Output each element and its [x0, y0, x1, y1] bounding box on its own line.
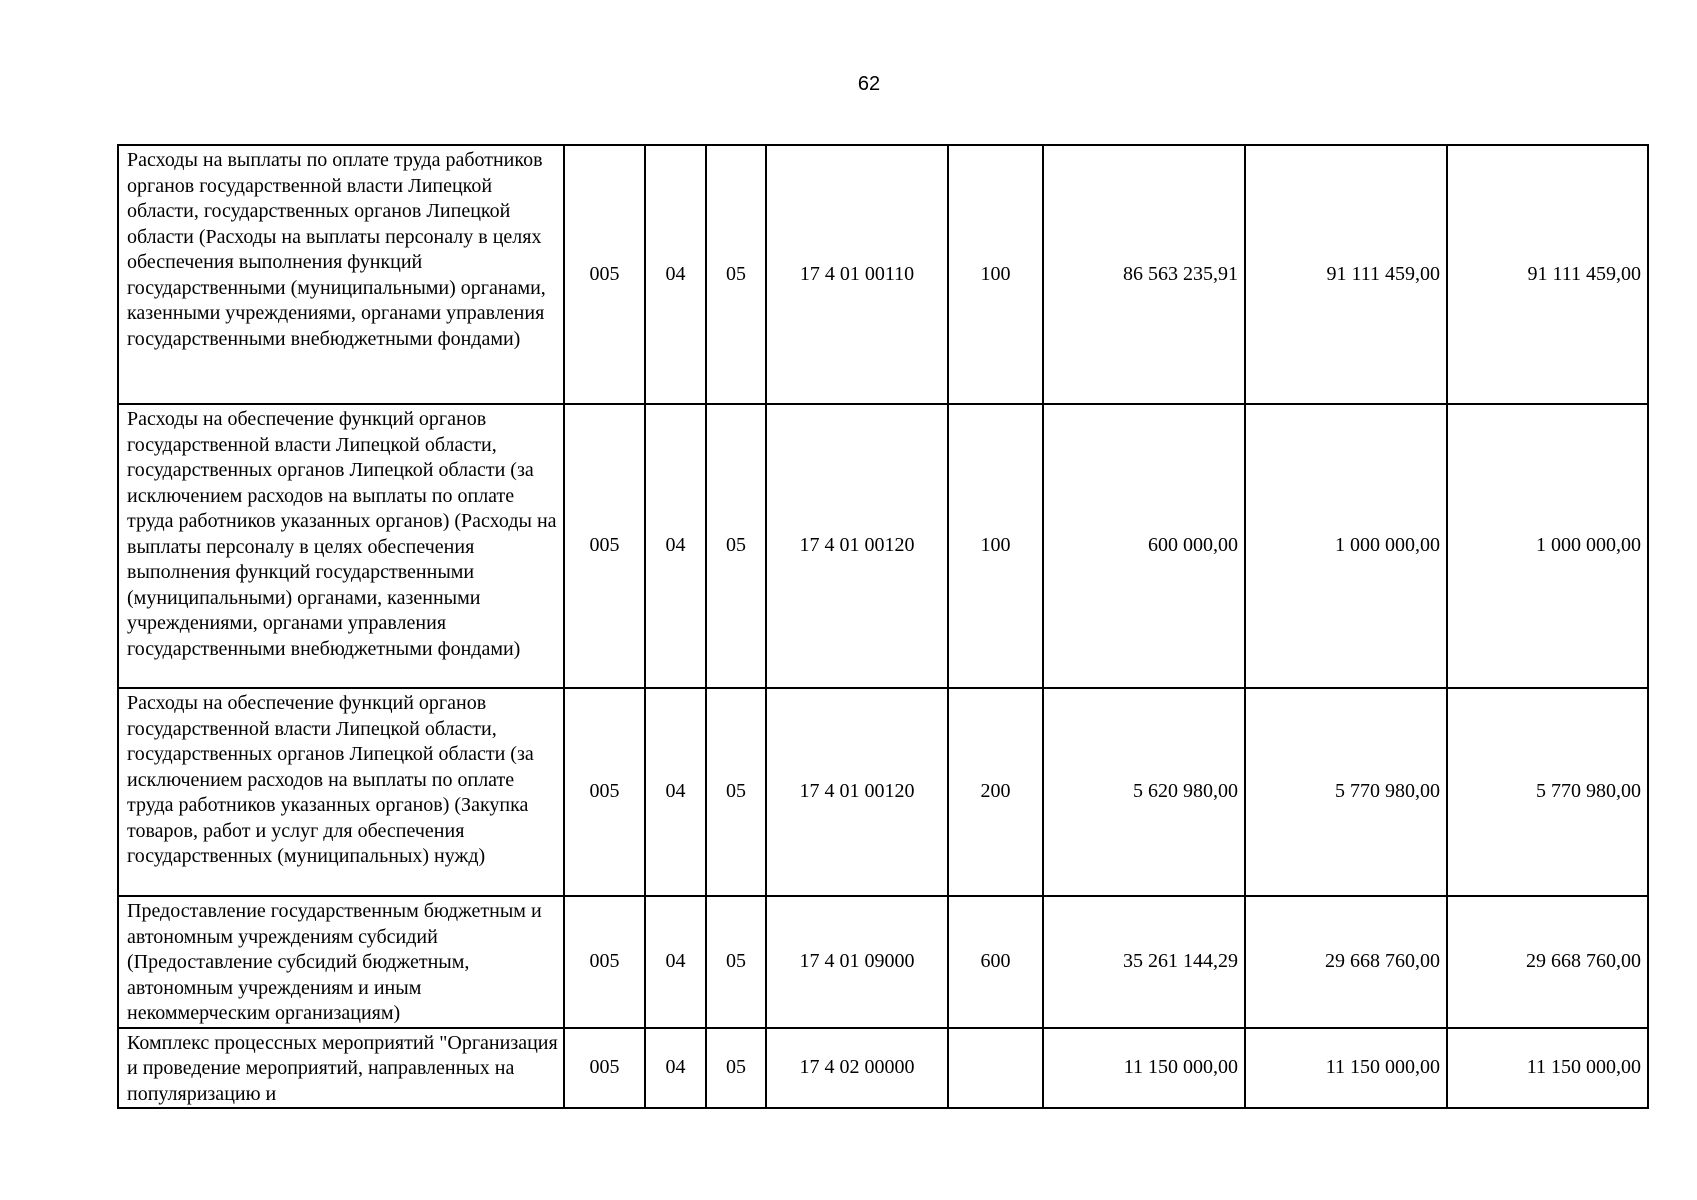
subsection-code: 05 [706, 688, 766, 896]
expense-type-code [948, 1028, 1043, 1109]
table-row [118, 404, 1648, 688]
subsection-code: 05 [706, 896, 766, 1028]
expense-description: Комплекс процессных мероприятий "Организация и проведение мероприятий, направленных на популяризацию и [118, 1028, 564, 1109]
expense-type-code: 600 [948, 896, 1043, 1028]
target-article-code: 17 4 01 00120 [766, 688, 948, 896]
amount-year-1: 5 620 980,00 [1043, 688, 1245, 896]
target-article-code: 17 4 01 00120 [766, 404, 948, 688]
section-code: 04 [645, 404, 706, 688]
table-row [118, 688, 1648, 896]
expense-description: Расходы на обеспечение функций органов государственной власти Липецкой области, государственных органов Липецкой области (за исключением расходов на выплаты по оплате труда работников указанных органов) (Закупка товаров, работ и услуг для обеспечения государственных (муниципальных) нужд) [118, 688, 564, 896]
amount-year-2: 1 000 000,00 [1245, 404, 1447, 688]
expense-type-code: 100 [948, 145, 1043, 404]
amount-year-3: 5 770 980,00 [1447, 688, 1648, 896]
expense-type-code: 100 [948, 404, 1043, 688]
amount-year-3: 29 668 760,00 [1447, 896, 1648, 1028]
ministry-code: 005 [564, 688, 645, 896]
amount-year-2: 5 770 980,00 [1245, 688, 1447, 896]
section-code: 04 [645, 1028, 706, 1109]
amount-year-2: 29 668 760,00 [1245, 896, 1447, 1028]
table-row [118, 896, 1648, 1028]
amount-year-3: 91 111 459,00 [1447, 145, 1648, 404]
subsection-code: 05 [706, 1028, 766, 1109]
amount-year-1: 600 000,00 [1043, 404, 1245, 688]
amount-year-1: 35 261 144,29 [1043, 896, 1245, 1028]
target-article-code: 17 4 01 00110 [766, 145, 948, 404]
target-article-code: 17 4 01 09000 [766, 896, 948, 1028]
table-row [118, 1028, 1648, 1109]
expense-description: Расходы на обеспечение функций органов государственной власти Липецкой области, государственных органов Липецкой области (за исключением расходов на выплаты по оплате труда работников указанных органов) (Расходы на выплаты персоналу в целях обеспечения выполнения функций государственными (муниципальными) органами, казенными учреждениями, органами управления государственными внебюджетными фондами) [118, 404, 564, 688]
section-code: 04 [645, 896, 706, 1028]
expense-description: Расходы на выплаты по оплате труда работников органов государственной власти Липецкой области, государственных органов Липецкой области (Расходы на выплаты персоналу в целях обеспечения выполнения функций государственными (муниципальными) органами, казенными учреждениями, органами управления государственными внебюджетными фондами) [118, 145, 564, 404]
amount-year-2: 11 150 000,00 [1245, 1028, 1447, 1109]
budget-table [117, 144, 1649, 1109]
target-article-code: 17 4 02 00000 [766, 1028, 948, 1109]
amount-year-3: 11 150 000,00 [1447, 1028, 1648, 1109]
ministry-code: 005 [564, 896, 645, 1028]
section-code: 04 [645, 688, 706, 896]
amount-year-1: 11 150 000,00 [1043, 1028, 1245, 1109]
section-code: 04 [645, 145, 706, 404]
ministry-code: 005 [564, 404, 645, 688]
expense-description: Предоставление государственным бюджетным и автономным учреждениям субсидий (Предоставление субсидий бюджетным, автономным учреждениям и иным некоммерческим организациям) [118, 896, 564, 1028]
amount-year-1: 86 563 235,91 [1043, 145, 1245, 404]
table-row [118, 145, 1648, 404]
ministry-code: 005 [564, 1028, 645, 1109]
subsection-code: 05 [706, 404, 766, 688]
expense-type-code: 200 [948, 688, 1043, 896]
ministry-code: 005 [564, 145, 645, 404]
subsection-code: 05 [706, 145, 766, 404]
amount-year-2: 91 111 459,00 [1245, 145, 1447, 404]
amount-year-3: 1 000 000,00 [1447, 404, 1648, 688]
page-number: 62 [857, 73, 881, 95]
